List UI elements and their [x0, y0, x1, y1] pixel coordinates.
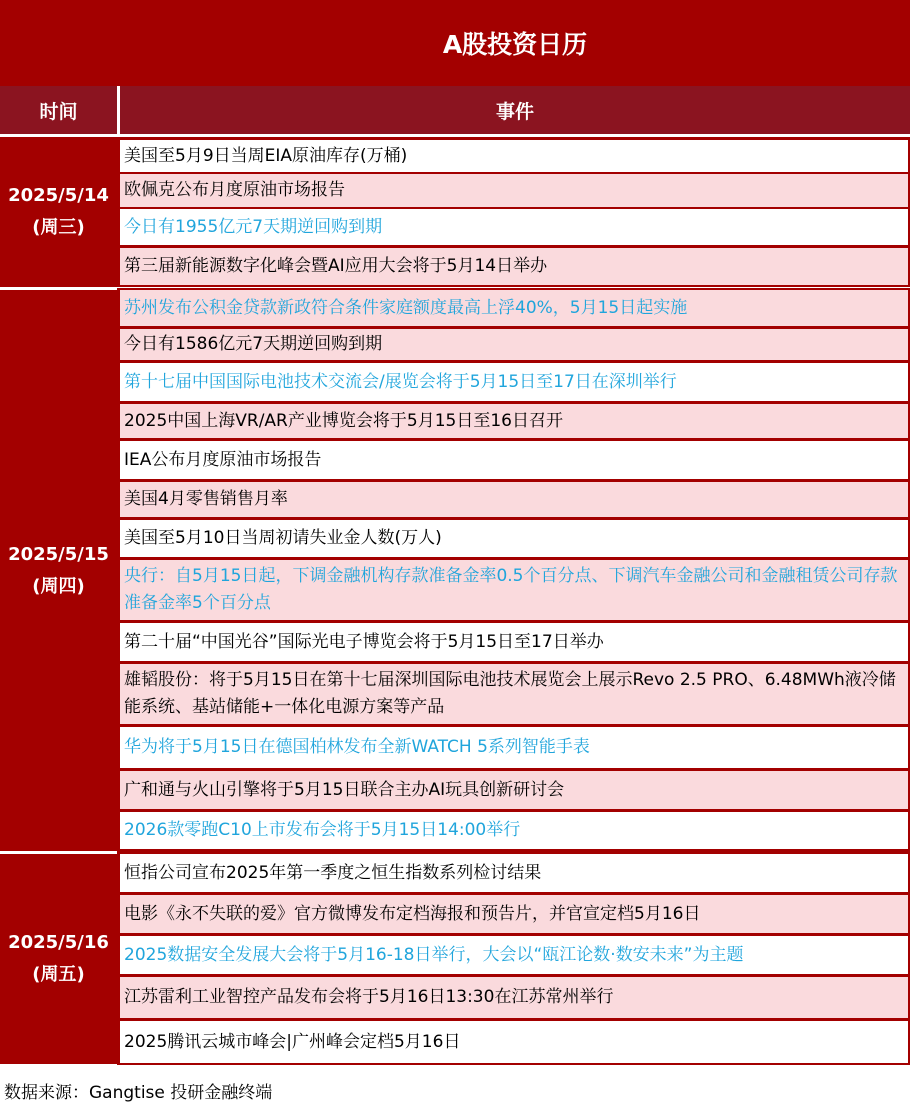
- date-label: 2025/5/14: [8, 185, 109, 206]
- weekday-label: (周四): [32, 575, 85, 597]
- event-text: 广和通与火山引擎将于5月15日联合主办AI玩具创新研讨会: [124, 779, 565, 800]
- event-text: 2025腾讯云城市峰会|广州峰会定档5月16日: [124, 1031, 461, 1052]
- event-text: 华为将于5月15日在德国柏林发布全新WATCH 5系列智能手表: [124, 737, 590, 757]
- event-row: [120, 854, 908, 892]
- event-row: [120, 140, 908, 172]
- event-row: [120, 174, 908, 207]
- header-time: 时间: [0, 86, 117, 134]
- date-cell: [0, 137, 117, 287]
- event-group: [117, 288, 910, 851]
- event-text: IEA公布月度原油市场报告: [124, 449, 322, 470]
- event-row: [120, 363, 908, 401]
- page-title: A股投资日历: [0, 0, 910, 86]
- event-text: 电影《永不失联的爱》官方微博发布定档海报和预告片，并官宣定档5月16日: [124, 903, 701, 924]
- event-row: [120, 248, 908, 285]
- event-row: [120, 895, 908, 933]
- header-event: 事件: [120, 86, 910, 134]
- event-text: 美国至5月9日当周EIA原油库存(万桶): [124, 145, 408, 166]
- event-text: 第二十届“中国光谷”国际光电子博览会将于5月15日至17日举办: [124, 631, 604, 652]
- event-text: 第三届新能源数字化峰会暨AI应用大会将于5月14日举办: [124, 256, 548, 276]
- event-text: 江苏雷利工业智控产品发布会将于5月16日13:30在江苏常州举行: [124, 987, 614, 1007]
- event-row: [120, 404, 908, 438]
- date-label: 2025/5/15: [8, 543, 109, 565]
- event-row: [120, 664, 908, 724]
- event-row: [120, 623, 908, 661]
- event-row: [120, 771, 908, 809]
- event-text: 央行：自5月15日起，下调金融机构存款准备金率0.5个百分点、下调汽车金融公司和金融租赁公司存款准备金率5个百分点: [124, 566, 898, 613]
- event-group: [117, 137, 910, 287]
- event-text: 2025数据安全发展大会将于5月16-18日举行，大会以“瓯江论数·数安未来”为主题: [124, 944, 744, 965]
- date-label: 2025/5/16: [8, 932, 109, 953]
- event-row: [120, 560, 908, 620]
- event-text: 第十七届中国国际电池技术交流会/展览会将于5月15日至17日在深圳举行: [124, 371, 677, 392]
- date-cell: [0, 854, 117, 1064]
- data-source-note: 数据来源：Gangtise 投研金融终端: [0, 1066, 910, 1115]
- event-text: 2025中国上海VR/AR产业博览会将于5月15日至16日召开: [124, 410, 563, 431]
- event-row: [120, 329, 908, 360]
- event-row: [120, 812, 908, 849]
- event-text: 美国至5月10日当周初请失业金人数(万人): [124, 528, 442, 548]
- event-text: 恒指公司宣布2025年第一季度之恒生指数系列检讨结果: [124, 862, 542, 883]
- event-text: 雄韬股份：将于5月15日在第十七届深圳国际电池技术展览会上展示Revo 2.5 PRO、6.48MWh液冷储能系统、基站储能+一体化电源方案等产品: [124, 670, 896, 717]
- weekday-label: (周五): [32, 964, 85, 985]
- event-row: [120, 290, 908, 326]
- event-row: [120, 482, 908, 517]
- event-text: 今日有1586亿元7天期逆回购到期: [124, 334, 383, 354]
- event-row: [120, 1021, 908, 1063]
- event-row: [120, 441, 908, 479]
- event-text: 2026款零跑C10上市发布会将于5月15日14:00举行: [124, 820, 521, 840]
- event-row: [120, 520, 908, 557]
- event-text: 欧佩克公布月度原油市场报告: [124, 180, 345, 200]
- event-row: [120, 209, 908, 245]
- event-row: [120, 727, 908, 768]
- event-text: 今日有1955亿元7天期逆回购到期: [124, 216, 383, 237]
- date-cell: [0, 290, 117, 851]
- event-text: 苏州发布公积金贷款新政符合条件家庭额度最高上浮40%，5月15日起实施: [124, 297, 688, 318]
- event-row: [120, 977, 908, 1018]
- table-header: [0, 86, 910, 134]
- event-row: [120, 936, 908, 974]
- weekday-label: (周三): [32, 217, 85, 238]
- event-group: [117, 851, 910, 1065]
- event-text: 美国4月零售销售月率: [124, 489, 288, 509]
